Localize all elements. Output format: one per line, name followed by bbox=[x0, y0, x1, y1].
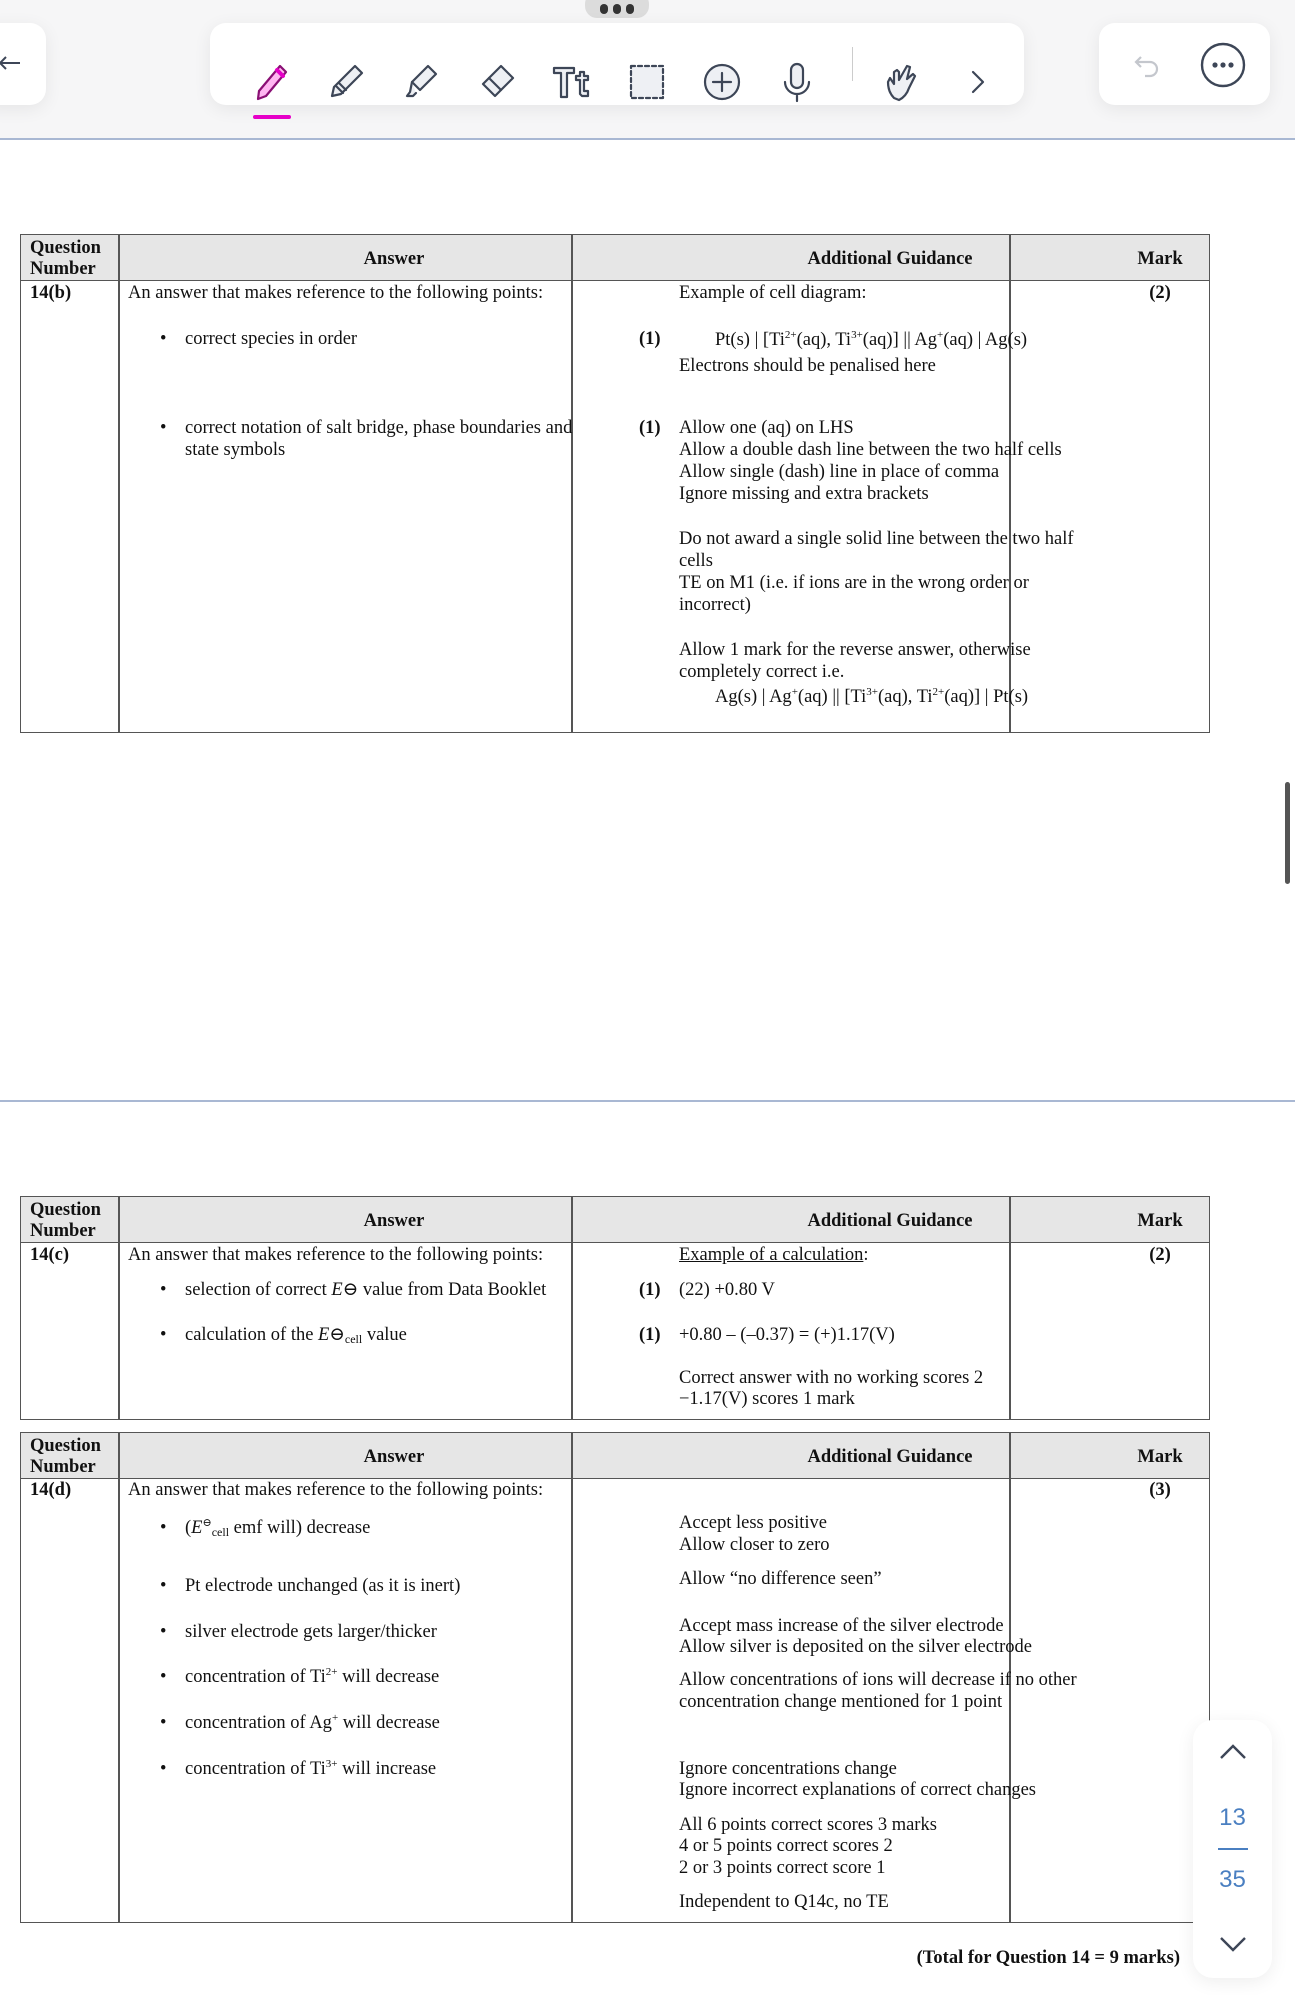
answer-point bbox=[185, 1758, 436, 1780]
text-segment: ( bbox=[185, 1518, 192, 1538]
text-segment: + bbox=[331, 1712, 339, 1724]
text-icon bbox=[550, 60, 594, 104]
text-segment: concentration of Ti bbox=[185, 1759, 326, 1779]
question-number: 14(c) bbox=[30, 1245, 70, 1265]
undo-icon[interactable] bbox=[1131, 49, 1163, 81]
text-segment: Pt(s) | [Ti bbox=[715, 330, 785, 350]
text-segment: + bbox=[937, 329, 944, 341]
text-segment: concentration of Ag bbox=[185, 1713, 332, 1733]
guidance-line bbox=[679, 1244, 869, 1266]
guidance-heading-colon: : bbox=[863, 1245, 869, 1265]
header-mark: Mark bbox=[1137, 249, 1183, 269]
toolbar-divider bbox=[852, 47, 853, 81]
highlighter-tool[interactable] bbox=[397, 57, 447, 107]
guidance-line: Electrons should be penalised here bbox=[679, 356, 936, 376]
header-number: Number bbox=[30, 259, 96, 279]
question-number: 14(b) bbox=[30, 283, 72, 303]
header-guidance: Additional Guidance bbox=[807, 1447, 973, 1467]
text-segment: cell bbox=[344, 1332, 363, 1346]
text-segment: E bbox=[191, 1518, 203, 1538]
text-segment: E bbox=[331, 1280, 343, 1300]
mark-scheme-table-14d bbox=[20, 1432, 1210, 1923]
answer-point: • correct notation of salt bridge, phase boundaries and bbox=[185, 417, 572, 439]
answer-point bbox=[185, 1712, 440, 1734]
text-segment: (aq)] || Ag bbox=[862, 330, 937, 350]
page-navigator bbox=[1193, 1720, 1272, 1978]
hand-tool[interactable] bbox=[877, 57, 927, 107]
text-segment: + bbox=[791, 686, 798, 698]
pen-tool[interactable] bbox=[247, 57, 297, 107]
text-segment: E bbox=[318, 1325, 330, 1345]
question-total: (Total for Question 14 = 9 marks) bbox=[916, 1948, 1180, 1968]
header-mark: Mark bbox=[1137, 1211, 1183, 1231]
guidance-line: Allow silver is deposited on the silver electrode bbox=[679, 1637, 1032, 1657]
back-button[interactable] bbox=[0, 23, 46, 105]
text-segment: will decrease bbox=[337, 1667, 440, 1687]
answer-point bbox=[185, 1324, 407, 1346]
current-page: 13 bbox=[1219, 1804, 1246, 1831]
text-segment: 3+ bbox=[325, 1758, 338, 1770]
pencil-tool[interactable] bbox=[322, 57, 372, 107]
pencil-icon bbox=[325, 60, 369, 104]
lasso-select-tool[interactable] bbox=[622, 57, 672, 107]
total-mark: (2) bbox=[1149, 1245, 1171, 1265]
guidance-line: +0.80 – (–0.37) = (+)1.17(V) bbox=[679, 1325, 895, 1345]
answer-point bbox=[185, 1517, 370, 1539]
eraser-tool[interactable] bbox=[472, 57, 522, 107]
hand-icon bbox=[880, 60, 924, 104]
guidance-line: All 6 points correct scores 3 marks bbox=[679, 1815, 937, 1835]
select-rectangle-icon bbox=[625, 60, 669, 104]
page-divider bbox=[1218, 1848, 1248, 1850]
plus-circle-icon bbox=[700, 60, 744, 104]
drag-handle[interactable] bbox=[585, 0, 649, 18]
guidance-line: Ignore concentrations change bbox=[679, 1759, 897, 1779]
more-tools-button[interactable] bbox=[952, 57, 1002, 107]
mark-scheme-table-14b bbox=[20, 234, 1210, 733]
answer-point: • Pt electrode unchanged (as it is inert) bbox=[185, 1575, 460, 1597]
table-header-row bbox=[21, 1197, 1209, 1243]
text-segment: will decrease bbox=[338, 1713, 440, 1733]
text-segment: will increase bbox=[337, 1759, 437, 1779]
text-segment: selection of correct bbox=[185, 1280, 332, 1300]
guidance-line: Ignore incorrect explanations of correct changes bbox=[679, 1780, 1036, 1800]
previous-page-icon[interactable] bbox=[1217, 1740, 1249, 1764]
total-pages: 35 bbox=[1219, 1866, 1246, 1893]
guidance-line: Independent to Q14c, no TE bbox=[679, 1892, 889, 1912]
guidance-line: (22) +0.80 V bbox=[679, 1280, 775, 1300]
text-segment: ⊖ bbox=[202, 1517, 212, 1529]
question-number: 14(d) bbox=[30, 1480, 72, 1500]
microphone-tool[interactable] bbox=[772, 57, 822, 107]
text-segment: ⊖ bbox=[329, 1325, 345, 1345]
text-segment: ⊖ value from Data Booklet bbox=[342, 1280, 547, 1300]
header-question: Question bbox=[30, 1436, 101, 1456]
guidance-line: Correct answer with no working scores 2 bbox=[679, 1368, 984, 1388]
guidance-line: incorrect) bbox=[679, 595, 751, 615]
highlighter-icon bbox=[400, 60, 444, 104]
answer-point-cont: state symbols bbox=[185, 440, 286, 460]
header-number: Number bbox=[30, 1457, 96, 1477]
answer-point bbox=[185, 1666, 439, 1688]
answer-point: • silver electrode gets larger/thicker bbox=[185, 1621, 437, 1643]
text-segment: value bbox=[362, 1325, 407, 1345]
text-segment: 2+ bbox=[932, 686, 945, 698]
table-header-row bbox=[21, 235, 1209, 281]
mark-scheme-table-14c bbox=[20, 1196, 1210, 1420]
next-page-icon[interactable] bbox=[1217, 1932, 1249, 1956]
header-mark: Mark bbox=[1137, 1447, 1183, 1467]
answer-intro: An answer that makes reference to the following points: bbox=[128, 1480, 544, 1500]
header-question: Question bbox=[30, 238, 101, 258]
text-tool[interactable] bbox=[547, 57, 597, 107]
microphone-icon bbox=[775, 60, 819, 104]
guidance-line: Allow a double dash line between the two half cells bbox=[679, 440, 1062, 460]
text-segment: (aq) | Ag(s) bbox=[943, 330, 1028, 350]
text-segment: 3+ bbox=[866, 686, 879, 698]
point-mark: (1) bbox=[639, 418, 661, 438]
eraser-icon bbox=[475, 60, 519, 104]
guidance-line: completely correct i.e. bbox=[679, 662, 845, 682]
total-mark: (2) bbox=[1149, 283, 1171, 303]
header-answer: Answer bbox=[363, 249, 425, 269]
text-segment: (aq)] | Pt(s) bbox=[944, 687, 1029, 707]
answer-intro: An answer that makes reference to the following points: bbox=[128, 283, 544, 303]
chevron-right-icon bbox=[955, 60, 999, 104]
back-arrow-icon bbox=[0, 51, 22, 75]
guidance-line: 2 or 3 points correct score 1 bbox=[679, 1858, 886, 1878]
answer-point: • correct species in order bbox=[185, 328, 357, 350]
text-segment: 2+ bbox=[325, 1666, 338, 1678]
cell-diagram bbox=[715, 329, 1027, 351]
text-segment: 2+ bbox=[784, 329, 797, 341]
guidance-line: Allow “no difference seen” bbox=[679, 1569, 882, 1589]
header-question: Question bbox=[30, 1200, 101, 1220]
guidance-line: Allow one (aq) on LHS bbox=[679, 418, 854, 438]
guidance-heading: Example of a calculation bbox=[679, 1245, 864, 1265]
guidance-line: Accept less positive bbox=[679, 1513, 827, 1533]
guidance-line: Do not award a single solid line between the two half bbox=[679, 529, 1074, 549]
guidance-line: −1.17(V) scores 1 mark bbox=[679, 1389, 855, 1409]
header-answer: Answer bbox=[363, 1211, 425, 1231]
guidance-line: Allow single (dash) line in place of comma bbox=[679, 462, 1000, 482]
guidance-line: Allow closer to zero bbox=[679, 1535, 830, 1555]
text-segment: Ag(s) | Ag bbox=[715, 687, 792, 707]
text-segment: 3+ bbox=[851, 329, 863, 341]
guidance-line: Allow concentrations of ions will decrease if no other bbox=[679, 1670, 1077, 1690]
guidance-line: Ignore missing and extra brackets bbox=[679, 484, 929, 504]
answer-point bbox=[185, 1279, 546, 1301]
text-segment: concentration of Ti bbox=[185, 1667, 326, 1687]
total-mark: (3) bbox=[1149, 1480, 1171, 1500]
guidance-line: concentration change mentioned for 1 point bbox=[679, 1692, 1003, 1712]
answer-intro: An answer that makes reference to the following points: bbox=[128, 1245, 544, 1265]
point-mark: (1) bbox=[639, 1325, 661, 1345]
reverse-cell-diagram bbox=[715, 686, 1028, 708]
header-answer: Answer bbox=[363, 1447, 425, 1467]
header-guidance: Additional Guidance bbox=[807, 249, 973, 269]
guidance-line: Example of cell diagram: bbox=[679, 283, 867, 303]
guidance-line: Allow 1 mark for the reverse answer, otherwise bbox=[679, 640, 1031, 660]
text-segment: emf will) decrease bbox=[229, 1518, 371, 1538]
scrollbar-thumb[interactable] bbox=[1285, 782, 1290, 884]
text-segment: calculation of the bbox=[185, 1325, 319, 1345]
guidance-line: TE on M1 (i.e. if ions are in the wrong order or bbox=[679, 573, 1029, 593]
pen-icon bbox=[250, 60, 294, 104]
point-mark: (1) bbox=[639, 329, 661, 349]
add-tool[interactable] bbox=[697, 57, 747, 107]
guidance-line: Accept mass increase of the silver electrode bbox=[679, 1616, 1004, 1636]
drawing-toolbar bbox=[210, 23, 1024, 105]
text-segment: cell bbox=[211, 1525, 230, 1539]
table-header-row bbox=[21, 1433, 1209, 1479]
text-segment: (aq), Ti bbox=[796, 330, 852, 350]
action-bar bbox=[1099, 23, 1270, 105]
more-options-icon[interactable] bbox=[1200, 42, 1246, 88]
text-segment: (aq) || [Ti bbox=[797, 687, 867, 707]
guidance-line: cells bbox=[679, 551, 713, 571]
header-number: Number bbox=[30, 1221, 96, 1241]
text-segment: (aq), Ti bbox=[878, 687, 933, 707]
header-guidance: Additional Guidance bbox=[807, 1211, 973, 1231]
point-mark: (1) bbox=[639, 1280, 661, 1300]
guidance-line: 4 or 5 points correct scores 2 bbox=[679, 1836, 893, 1856]
